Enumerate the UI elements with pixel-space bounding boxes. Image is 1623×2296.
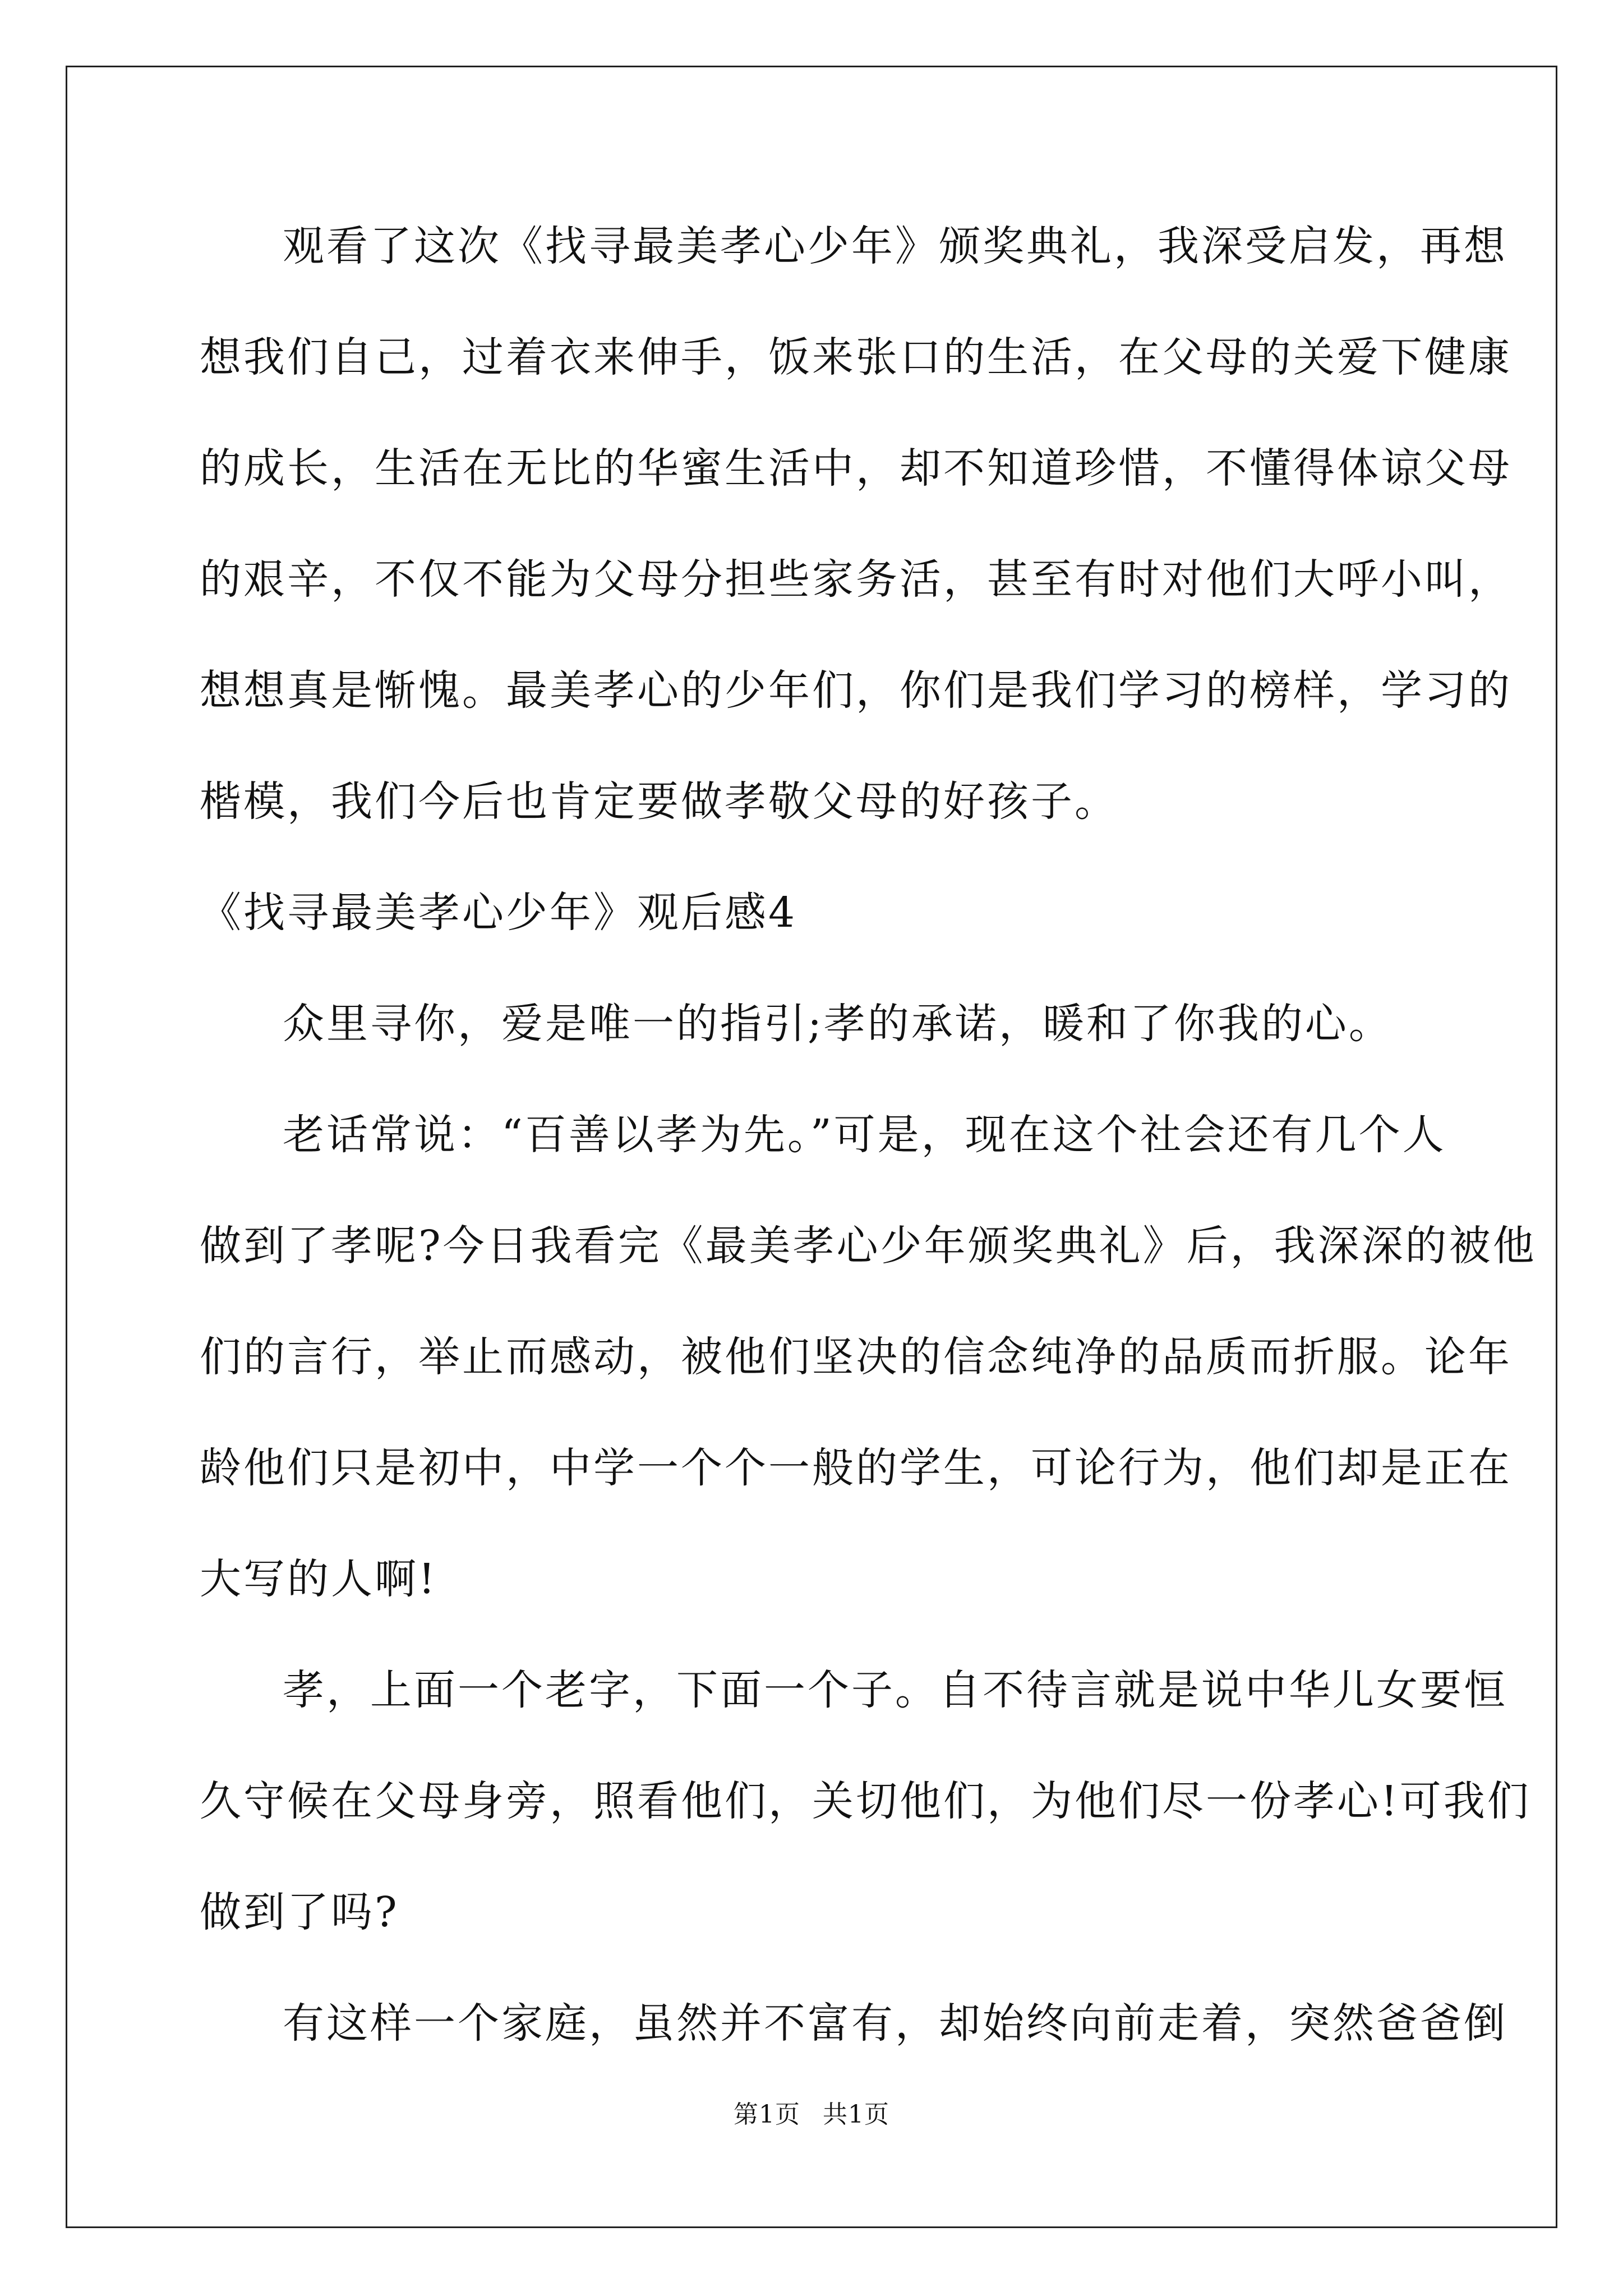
paragraph-line: 想我们自己，过着衣来伸手，饭来张口的生活，在父母的关爱下健康 <box>200 333 1512 381</box>
paragraph-line: 做到了孝呢?今日我看完《最美孝心少年颁奖典礼》后，我深深的被他 <box>200 1222 1537 1270</box>
paragraph-line: 的艰辛，不仅不能为父母分担些家务活，甚至有时对他们大呼小叫， <box>200 555 1512 604</box>
paragraph-line: 有这样一个家庭，虽然并不富有，却始终向前走着，突然爸爸倒 <box>283 1999 1507 2047</box>
paragraph-line: 观看了这次《找寻最美孝心少年》颁奖典礼，我深受启发，再想 <box>283 222 1507 270</box>
paragraph-line: 孝，上面一个老字，下面一个子。自不待言就是说中华儿女要恒 <box>283 1666 1507 1714</box>
section-heading: 《找寻最美孝心少年》观后感4 <box>200 889 797 937</box>
paragraph-line: 众里寻你，爱是唯一的指引;孝的承诺，暖和了你我的心。 <box>283 1000 1393 1048</box>
paragraph-line: 大写的人啊! <box>200 1555 437 1603</box>
paragraph-line: 老话常说：“百善以孝为先。”可是，现在这个社会还有几个人 <box>283 1111 1446 1159</box>
paragraph-line: 的成长，生活在无比的华蜜生活中，却不知道珍惜，不懂得体谅父母 <box>200 444 1512 493</box>
paragraph-line: 楷模，我们今后也肯定要做孝敬父母的好孩子。 <box>200 777 1118 826</box>
page-total: 共1页 <box>823 2100 889 2129</box>
paragraph-line: 久守候在父母身旁，照看他们，关切他们，为他们尽一份孝心!可我们 <box>200 1777 1531 1825</box>
document-body <box>200 191 1537 2079</box>
page-footer <box>0 2098 1623 2132</box>
paragraph-line: 想想真是惭愧。最美孝心的少年们，你们是我们学习的榜样，学习的 <box>200 666 1512 715</box>
paragraph-line: 们的言行，举止而感动，被他们坚决的信念纯净的品质而折服。论年 <box>200 1333 1512 1381</box>
paragraph-line: 做到了吗? <box>200 1888 399 1936</box>
page-number: 第1页 <box>734 2100 800 2129</box>
paragraph-line: 龄他们只是初中，中学一个个一般的学生，可论行为，他们却是正在 <box>200 1444 1512 1492</box>
